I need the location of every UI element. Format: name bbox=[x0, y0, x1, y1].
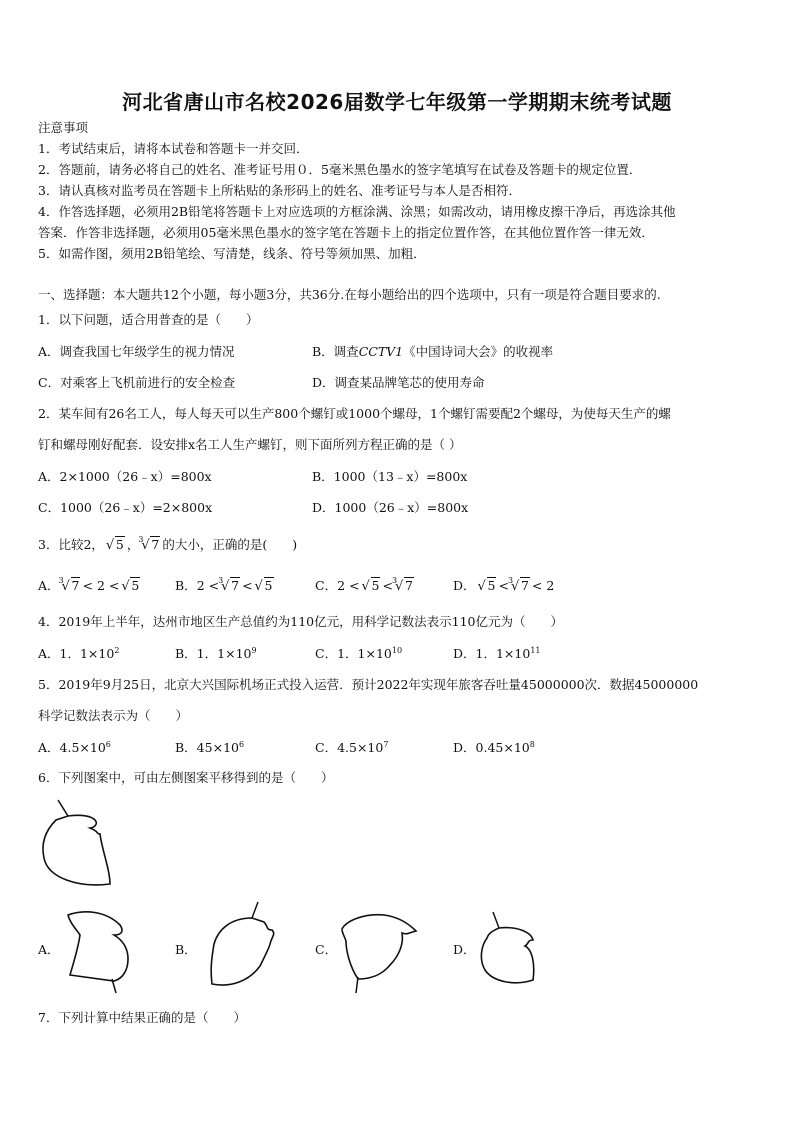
q4-option-c: C．1．$1\times 10^{10}$ bbox=[315, 646, 403, 661]
question-1-stem: 1．以下问题，适合用普查的是（ ） bbox=[38, 312, 259, 327]
leaf-figure-option-c bbox=[338, 905, 420, 995]
notice-item: 5．如需作图，须用2B铅笔绘、写清楚，线条、符号等须加黑、加粗． bbox=[38, 246, 426, 261]
question-2-stem-cont: 钉和螺母刚好配套．设安排x名工人生产螺钉，则下面所列方程正确的是（ ） bbox=[38, 437, 462, 452]
q6-option-c-label: C． bbox=[315, 942, 338, 957]
q3-option-b: B．2 < 3 √ 7 < √ 5 bbox=[175, 576, 273, 594]
question-6-stem: 6．下列图案中，可由左侧图案平移得到的是（ ） bbox=[38, 770, 334, 785]
q1-option-b: B．调查CCTV1《中国诗词大会》的收视率 bbox=[312, 344, 554, 359]
section-heading: 一、选择题：本大题共12个小题，每小题3分，共36分.在每小题给出的四个选项中，只有一项是符合题目要求的. bbox=[38, 287, 661, 302]
page-title: 河北省唐山市名校2026届数学七年级第一学期期末统考试题 bbox=[122, 90, 672, 114]
question-5-stem-cont: 科学记数法表示为（ ） bbox=[38, 708, 189, 723]
q1-option-a: A．调查我国七年级学生的视力情况 bbox=[38, 344, 235, 359]
leaf-figure-option-b bbox=[200, 900, 280, 992]
q4-option-b: B．1．$1\times 10^9$ bbox=[175, 646, 257, 661]
q6-option-b-label: B． bbox=[175, 942, 197, 957]
notice-heading: 注意事项 bbox=[38, 120, 89, 135]
notice-item: 3．请认真核对监考员在答题卡上所粘贴的条形码上的姓名、准考证号与本人是否相符． bbox=[38, 183, 521, 198]
q1-option-d: D．调查某品牌笔芯的使用寿命 bbox=[312, 375, 485, 390]
q4-option-a: A．1．$1\times 10^2$ bbox=[38, 646, 120, 661]
q5-option-c: C．$4.5\times 10^7$ bbox=[315, 740, 389, 755]
q3-option-d: D． √ 5 < 3 √ 7 < 2 bbox=[453, 576, 555, 594]
question-5-stem: 5．2019年9月25日，北京大兴国际机场正式投入运营．预计2022年实现年旅客吞吐量45000000次．数据45000000 bbox=[38, 677, 699, 692]
q2-option-d: D．1000（26﹣x）=800x bbox=[312, 500, 469, 515]
q2-option-b: B．1000（13﹣x）=800x bbox=[312, 469, 468, 484]
q2-option-a: A．2×1000（26﹣x）=800x bbox=[38, 469, 212, 484]
sqrt-5: √ 5 bbox=[105, 537, 124, 553]
q5-option-b: B．$45\times 10^6$ bbox=[175, 740, 245, 755]
question-3-stem: 3．比较2， √ 5 ， 3 √ 7 的大小，正确的是( ) bbox=[38, 535, 298, 553]
notice-item: 1．考试结束后，请将本试卷和答题卡一并交回． bbox=[38, 141, 309, 156]
leaf-figure-option-d bbox=[475, 910, 545, 990]
leaf-figure-original bbox=[38, 798, 118, 890]
question-2-stem: 2．某车间有26名工人，每人每天可以生产800个螺钉或1000个螺母，1个螺钉需要配2个螺母，为使每天生产的螺 bbox=[38, 406, 671, 421]
q6-option-a-label: A． bbox=[38, 942, 60, 957]
q5-option-d: D．$0.45\times 10^8$ bbox=[453, 740, 535, 755]
notice-item: 答案．作答非选择题，必须用05毫米黑色墨水的签字笔在答题卡上的指定位置作答，在其他位置作答一律无效． bbox=[38, 225, 654, 240]
q6-option-d-label: D． bbox=[453, 942, 476, 957]
q4-option-d: D．1．$1\times 10^{11}$ bbox=[453, 646, 541, 661]
leaf-figure-option-a bbox=[62, 905, 134, 995]
question-4-stem: 4．2019年上半年，达州市地区生产总值约为110亿元，用科学记数法表示110亿元为（ ） bbox=[38, 614, 563, 629]
notice-item: 4．作答选择题，必须用2B铅笔将答题卡上对应选项的方框涂满、涂黑；如需改动，请用橡皮擦干净后，再选涂其他 bbox=[38, 204, 676, 219]
notice-item: 2．答题前，请务必将自己的姓名、准考证号用０．5毫米黑色墨水的签字笔填写在试卷及答题卡的规定位置． bbox=[38, 162, 642, 177]
q1-option-c: C．对乘客上飞机前进行的安全检查 bbox=[38, 375, 236, 390]
q3-option-c: C．2 < √ 5 < 3 √ 7 bbox=[315, 576, 413, 594]
q3-option-a: A． 3 √ 7 < 2 < √ 5 bbox=[38, 576, 140, 594]
cbrt-7: 3 √ 7 bbox=[138, 535, 160, 553]
q2-option-c: C．1000（26﹣x）=2×800x bbox=[38, 500, 213, 515]
q5-option-a: A．$4.5\times 10^6$ bbox=[38, 740, 111, 755]
question-7-stem: 7．下列计算中结果正确的是（ ） bbox=[38, 1010, 246, 1025]
